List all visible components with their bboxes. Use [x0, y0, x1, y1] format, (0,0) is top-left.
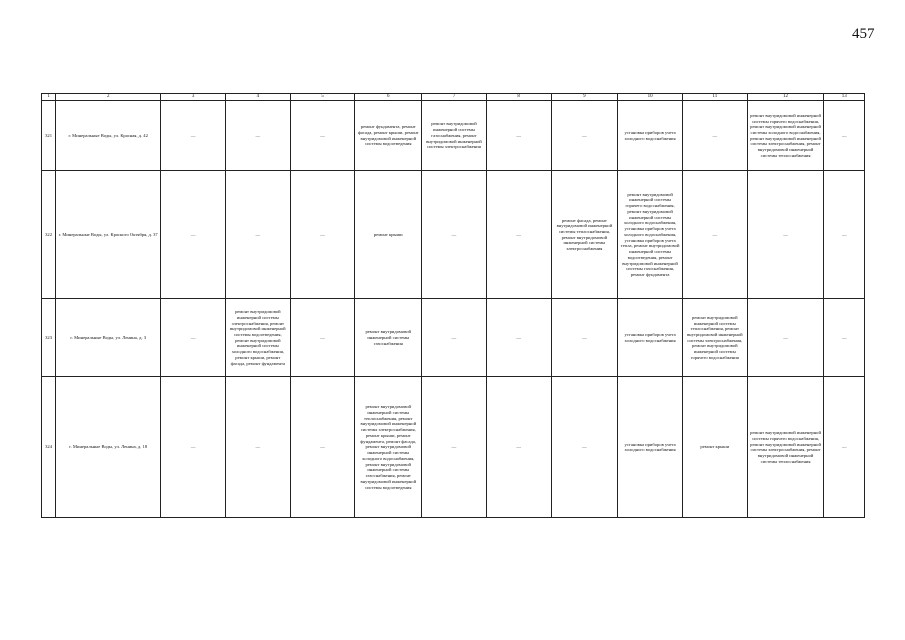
table-cell: — — [422, 171, 487, 299]
column-header: 2 — [56, 94, 161, 101]
table-cell: — — [747, 299, 824, 377]
table-cell: — — [486, 299, 551, 377]
table-cell: ремонт внутридомовой инженерной системы горячего водоснабжения, ремонт внутридомовой инженерной системы холодного водоснабжения, установка приборов учета холодного водоснабжения, установка приборов учета тепла, ремонт внутридомовой инженерной системы водоотведения, ремонт внутридомовой инженерной системы газоснабжения, ремонт фундамента — [618, 171, 683, 299]
column-header: 3 — [161, 94, 226, 101]
column-header: 4 — [225, 94, 290, 101]
table-cell: — — [551, 101, 618, 171]
column-header: 7 — [422, 94, 487, 101]
column-header: 13 — [824, 94, 865, 101]
table-cell: — — [551, 377, 618, 518]
table-cell: — — [225, 171, 290, 299]
address-cell: г. Минеральные Воды, ул. Ленина, д. 18 — [56, 377, 161, 518]
table-cell: — — [486, 377, 551, 518]
column-header: 11 — [682, 94, 747, 101]
table-cell: — — [290, 299, 355, 377]
address-cell: г. Минеральные Воды, ул. Красная, д. 42 — [56, 101, 161, 171]
table-cell: — — [161, 101, 226, 171]
table-cell: ремонт внутридомовой инженерной системы газоснабжения — [355, 299, 422, 377]
header-row — [42, 94, 865, 101]
row-number: 324 — [42, 377, 56, 518]
table-cell: — — [824, 299, 865, 377]
table-row — [42, 299, 865, 377]
row-number: 321 — [42, 101, 56, 171]
column-header: 5 — [290, 94, 355, 101]
table-cell: — — [290, 101, 355, 171]
column-header: 1 — [42, 94, 56, 101]
table-cell: — — [551, 299, 618, 377]
row-number: 322 — [42, 171, 56, 299]
table-cell: — — [290, 171, 355, 299]
column-header: 9 — [551, 94, 618, 101]
table-cell: ремонт внутридомовой инженерной системы теплоснабжения, ремонт внутридомовой инженерной системы электроснабжения, ремонт внутридомовой инженерной системы горячего водоснабжения — [682, 299, 747, 377]
table-cell: ремонт внутридомовой инженерной системы теплоснабжения, ремонт внутридомовой инженерной системы электроснабжения, ремонт крыши, ремонт фундамента, ремонт фасада, ремонт внутридомовой инженерной системы холодного водоснабжения, ремонт внутридомовой инженерной системы газоснабжения, ремонт внутридомовой инженерной системы водоотведения — [355, 377, 422, 518]
row-number: 323 — [42, 299, 56, 377]
table-row — [42, 101, 865, 171]
page-number: 457 — [852, 26, 875, 42]
table-cell: — — [225, 377, 290, 518]
repair-schedule-table — [41, 93, 865, 518]
table-cell: ремонт внутридомовой инженерной системы горячего водоснабжения, ремонт внутридомовой инженерной системы электроснабжения, ремонт внутридомовой инженерной системы теплоснабжения — [747, 377, 824, 518]
table-cell: — — [682, 171, 747, 299]
table-cell: ремонт крыши — [682, 377, 747, 518]
table-cell: — — [161, 171, 226, 299]
table-cell: — — [486, 101, 551, 171]
address-cell: г. Минеральные Воды, ул. Красного Октября, д. 37 — [56, 171, 161, 299]
table-cell: — — [824, 101, 865, 171]
table-cell: — — [747, 171, 824, 299]
table-cell: — — [422, 299, 487, 377]
column-header: 6 — [355, 94, 422, 101]
table-cell: установка приборов учета холодного водоснабжения — [618, 101, 683, 171]
column-header: 12 — [747, 94, 824, 101]
table-cell: — — [824, 377, 865, 518]
table-cell: — — [486, 171, 551, 299]
column-header: 8 — [486, 94, 551, 101]
table-cell: — — [225, 101, 290, 171]
table-cell: ремонт крыши — [355, 171, 422, 299]
table-cell: ремонт внутридомовой инженерной системы горячего водоснабжения, ремонт внутридомовой инженерной системы холодного водоснабжения, ремонт внутридомовой инженерной системы электроснабжения, ремонт внутридомовой инженерной системы теплоснабжения — [747, 101, 824, 171]
table-cell: ремонт внутридомовой инженерной системы газоснабжения, ремонт внутридомовой инженерной системы электроснабжения — [422, 101, 487, 171]
table-cell: ремонт внутридомовой инженерной системы электроснабжения, ремонт внутридомовой инженерной системы водоотведения, ремонт внутридомовой инженерной системы холодного водоснабжения, ремонт крыши, ремонт фасада, ремонт фундамента — [225, 299, 290, 377]
table-cell: — — [682, 101, 747, 171]
table-cell: ремонт фасада, ремонт внутридомовой инженерной системы теплоснабжения, ремонт внутридомовой инженерной системы электроснабжения — [551, 171, 618, 299]
table-row — [42, 377, 865, 518]
column-header: 10 — [618, 94, 683, 101]
table-cell: установка приборов учета холодного водоснабжения — [618, 299, 683, 377]
table-cell: установка приборов учета холодного водоснабжения — [618, 377, 683, 518]
table-cell: ремонт фундамента, ремонт фасада, ремонт крыши, ремонт внутридомовой инженерной системы водоотведения — [355, 101, 422, 171]
table-cell: — — [824, 171, 865, 299]
table-cell: — — [161, 299, 226, 377]
table-cell: — — [161, 377, 226, 518]
table-row — [42, 171, 865, 299]
address-cell: г. Минеральные Воды, ул. Ленина, д. 3 — [56, 299, 161, 377]
table-cell: — — [422, 377, 487, 518]
table-cell: — — [290, 377, 355, 518]
